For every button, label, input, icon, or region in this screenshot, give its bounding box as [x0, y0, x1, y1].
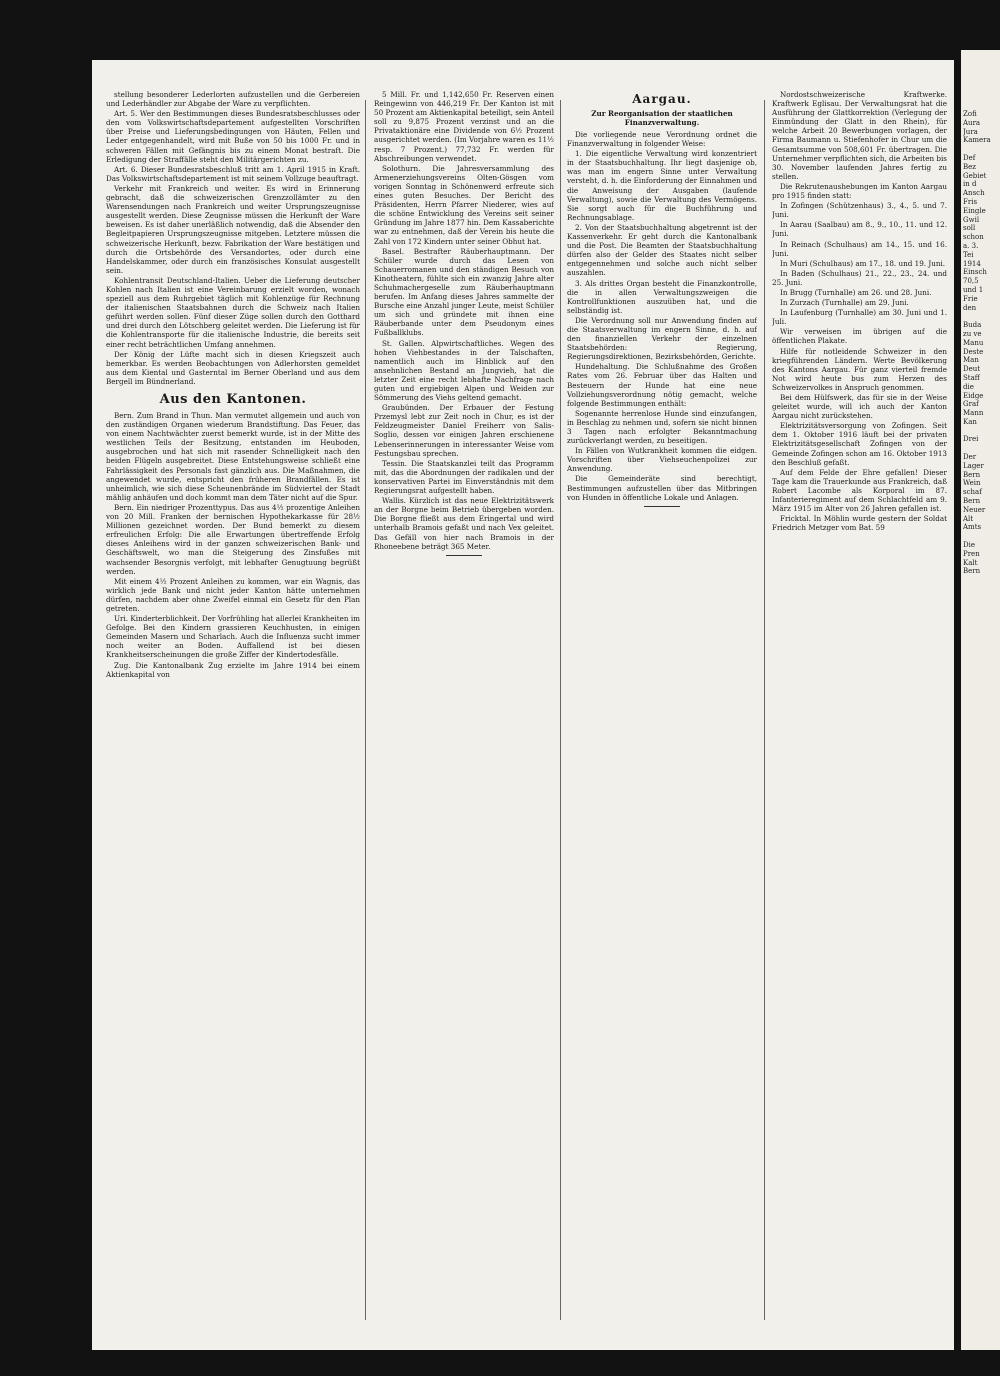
edge-line: 1914 [963, 259, 981, 268]
article-paragraph: Verkehr mit Frankreich und weiter. Es wird in Erinnerung gebracht, daß die schweizerischen Grenzzollämter zu den Warensendungen nach Frankreich und weiter Ursprungszeugnisse ausgestellt werden. Diese Zeugnisse müssen die Herkunft der Ware beweisen. Es ist daher unerläßlich notwendig, daß die Absender den Begleitpapieren Ursprungszeugnisse mitgeben. Letztere müssen die schweizerische Herkunft, bezw. Fabrikation der Ware bestätigen und durch die Ortsbehörde des Versandortes, oder durch eine Handelskammer, oder durch ein französisches Konsulat ausgestellt sein. [106, 183, 360, 275]
edge-line: schaf [963, 488, 982, 497]
edge-line: Zofi [963, 110, 977, 118]
article-paragraph: Uri. Kinderterblichkeit. Der Vorfrühling hat allerlei Krankheiten im Gefolge. Bei den Kindern grassieren Keuchhusten, in einigen Gemeinden Masern und Scharlach. Auch die Influenza sucht immer noch weiter an Boden. Auffallend ist bei diesen Krankheitserscheinungen die große Ziffer der Kindertodesfälle. [106, 614, 360, 660]
article-paragraph: In Aarau (Saalbau) am 8., 9., 10., 11. und 12. Juni. [772, 220, 947, 239]
article-paragraph: Art. 5. Wer den Bestimmungen dieses Bundesratsbeschlusses oder den vom Volkswirtschaftsdepartement aufgestellten Vorschriften über Preise und Lieferungsbedingungen von Häuten, Fellen und Leder entgegenhandelt, wird mit Buße von 50 bis 1000 Fr. und in schweren Fällen mit Gefängnis bis zu einem Monat bestraft. Die Erledigung der Straffälle steht den Militärgerichten zu. [106, 109, 360, 164]
edge-line: Aura [963, 118, 981, 127]
edge-line: Drei [963, 435, 979, 444]
article-paragraph: Elektrizitätsversorgung von Zofingen. Seit dem 1. Oktober 1916 läuft bei der privaten Elektrizitätsgesellschaft Zofingen von der Gemeinde Zofingen schon am 16. Oktober 1913 den Beschluß gefaßt. [772, 421, 947, 467]
edge-line: Man [963, 356, 979, 365]
edge-line: Bez [963, 162, 976, 171]
edge-line: Eidge [963, 391, 984, 400]
column-1 [106, 90, 360, 680]
article-subheading: Zur Reorganisation der staatlichen Finanzverwaltung. [591, 109, 733, 127]
edge-line: Def [963, 153, 976, 162]
article-paragraph: 1. Die eigentliche Verwaltung wird konzentriert in der Staatsbuchhaltung. Ihr liegt dasjenige ob, was man im engern Sinne unter Verwaltung versteht, d. h. die Einforderung der Einnahmen und die Anweisung der Ausgaben (laufende Verwaltung), sowie die Verwaltung des Vermögens. Sie sorgt auch für die Buchführung und Rechnungsablage. [567, 149, 757, 222]
article-paragraph: stellung besonderer Lederlorten aufzustellen und die Gerbereien und Lederhändler zur Abgabe der Ware zu verpflichten. [106, 90, 360, 109]
edge-line: Alt [963, 514, 974, 523]
edge-line: Gwil [963, 215, 980, 224]
article-paragraph: In Baden (Schulhaus) 21., 22., 23., 24. und 25. Juni. [772, 268, 947, 287]
article-paragraph: Basel. Bestrafter Räuberhauptmann. Der Schüler wurde durch das Lesen von Schauerromanen und den ständigen Besuch von Kinotheatern, fühlte sich ein zwanzig Jahre alter Schuhmachergeselle zum Räuberhauptmann berufen. Im Anfang dieses Jahres sammelte der Bursche eine Anzahl junger Leute, meist Schüler um sich und gründete mit ihnen eine Räuberbande unter dem Pseudonym eines Fußballklubs. [374, 246, 554, 338]
edge-line: Die [963, 541, 975, 550]
edge-line: Frie [963, 294, 978, 303]
article-paragraph: Wir verweisen im übrigen auf die öffentlichen Plakate. [772, 327, 947, 346]
edge-line [963, 532, 999, 541]
edge-line: Bern [963, 497, 981, 506]
section-heading: Aargau. [632, 92, 692, 106]
article-paragraph: Zug. Die Kantonalbank Zug erzielte im Jahre 1914 bei einem Aktienkapital von [106, 660, 360, 679]
edge-line: Gebiet [963, 171, 987, 180]
edge-line [963, 312, 999, 321]
article-paragraph: 5 Mill. Fr. und 1,142,650 Fr. Reserven einen Reingewinn von 446,219 Fr. Der Kanton ist mit 50 Prozent am Aktienkapital beteiligt, sein Anteil soll zu 9,875 Prozent verzinst und an die Privataktionäre eine Dividende von 6½ Prozent ausgerichtet werden. (Im Vorjahre waren es 11½ resp. 7 Prozent.) 77,732 Fr. werden für Abschreibungen verwendet. [374, 90, 554, 163]
edge-line: schon [963, 233, 984, 242]
column-3 [567, 90, 757, 511]
edge-line: Ansch [963, 189, 985, 198]
divider-rule [644, 506, 680, 507]
edge-line: Deut [963, 365, 981, 374]
article-paragraph: In Brugg (Turnhalle) am 26. und 28. Juni. [780, 287, 932, 297]
edge-line: a. 3. [963, 241, 979, 250]
article-paragraph: Art. 6. Dieser Bundesratsbeschluß tritt am 1. April 1915 in Kraft. Das Volkswirtschaftsdepartement ist mit seinem Vollzuge beauftragt. [106, 164, 360, 183]
edge-line: Staff [963, 373, 980, 382]
edge-line: Pren [963, 549, 980, 558]
article-paragraph: 3. Als drittes Organ besteht die Finanzkontrolle, die in allen Verwaltungszweigen die Kontrollfunktionen auszuüben hat, und die selbständig ist. [567, 278, 757, 315]
edge-line: Amts [963, 523, 982, 532]
edge-line: Bern [963, 470, 981, 479]
article-paragraph: Bei dem Hülfswerk, das für sie in der Weise geleitet wurde, will ich auch der Kanton Aargau nicht zurückstehen. [772, 393, 947, 421]
edge-line: Lager [963, 461, 984, 470]
article-paragraph: Wallis. Kürzlich ist das neue Elektrizitätswerk an der Borgne beim Betrieb übergeben worden. Die Borgne fließt aus dem Eringertal und wird unterhalb Bramois gefaßt und nach Vex geleitet. Das Gefäll von hier nach Bramois in der Rhoneebene beträgt 365 Meter. [374, 496, 554, 551]
edge-line: in d [963, 180, 977, 189]
article-paragraph: 2. Von der Staatsbuchhaltung abgetrennt ist der Kassenverkehr. Er geht durch die Kantonalbank und die Post. Die Beamten der Staatsbuchhaltung dürfen also der Gelder des Staates nicht selber entgegennehmen und solche auch nicht selber auszahlen. [567, 222, 757, 278]
edge-line: Tei [963, 250, 974, 259]
edge-line: Kalt [963, 558, 978, 567]
article-paragraph: Bern. Zum Brand in Thun. Man vermutet allgemein und auch von den zuständigen Organen wiederum Brandstiftung. Das Feuer, das von einem Nachtwächter zuerst bemerkt wurde, ist in der Mitte des westlichen Teils der Besitzung, entstanden im Heuboden, ausgebrochen und hat sich mit rasender Schnelligkeit nach den beiden Flügeln ausgebreitet. Diese Entstehungsweise schließt eine Fahrlässigkeit des Personals fast gänzlich aus. Die Maßnahmen, die angewendet wurde, entspricht den früheren Brandfällen. Es ist unheimlich, wie sich diese Scheunenbrände im Südviertel der Stadt mählig anhäufen und doch kommt man dem Täter nicht auf die Spur. [106, 411, 360, 502]
edge-line: Wein [963, 479, 981, 488]
article-paragraph: In Muri (Schulhaus) am 17., 18. und 19. Juni. [780, 258, 946, 268]
article-paragraph: Nordostschweizerische Kraftwerke. Kraftwerk Eglisau. Der Verwaltungsrat hat die Ausführung der Glattkorrektion (Verlegung der Einmündung der Glatt in den Rhein), für welche Arbeit 20 Bewerbungen vorlagen, der Firma Baumann u. Stiefenhofer in Chur um die Gesamtsumme von 508,601 Fr. übertragen. Die Unternehmer verpflichten sich, die Arbeiten bis 30. November laufenden Jahres fertig zu stellen. [772, 90, 947, 181]
edge-line: 70,5 [963, 277, 979, 286]
article-paragraph: Die vorliegende neue Verordnung ordnet die Finanzverwaltung in folgender Weise: [567, 130, 757, 149]
edge-line: Kan [963, 417, 977, 426]
article-paragraph: In Zurzach (Turnhalle) am 29. Juni. [780, 298, 909, 308]
edge-line [963, 145, 999, 154]
article-paragraph: Der König der Lüfte macht sich in diesen Kriegszeit auch bemerkbar. Es werden Beobachtungen von Adlerhorsten gemeldet aus dem Kiental und Gasterntal im Berner Oberland und aus dem Bergell im Bündnerland. [106, 349, 360, 386]
column-2 [374, 90, 554, 560]
edge-line: Buda [963, 321, 982, 330]
edge-line: Fris [963, 197, 978, 206]
divider-rule [446, 555, 482, 556]
article-paragraph: Die Verordnung soll nur Anwendung finden auf die Staatsverwaltung im engern Sinne, d. h. auf den finanziellen Verkehr der einzelnen Staatsbehörden: Regierung, Regierungsdirektionen, Bezirksbehörden, Gerichte. [567, 315, 757, 362]
column-divider [365, 100, 366, 1320]
article-paragraph: In Laufenburg (Turnhalle) am 30. Juni und 1. Juli. [772, 308, 947, 327]
edge-line [963, 444, 999, 453]
edge-line: zu ve [963, 329, 982, 338]
column-divider [560, 100, 561, 1320]
article-paragraph: Hundehaltung. Die Schlußnahme des Großen Rates vom 26. Februar über das Halten und Besteuern der Hunde hat eine neue Vollziehungsverordnung nötig gemacht, welche folgende Bestimmungen enthält: [567, 362, 757, 408]
article-paragraph: Hilfe für notleidende Schweizer in den kriegführenden Ländern. Werte Bevölkerung des Kantons Aargau. Für ganz vierteil fremde Not wird heute bus zum Herzen des Schweizervolkes in Anspruch genommen. [772, 346, 947, 392]
article-paragraph: Die Rekrutenaushebungen im Kanton Aargau pro 1915 finden statt: [772, 181, 947, 201]
article-paragraph: Auf dem Felde der Ehre gefallen! Dieser Tage kam die Trauerkunde aus Frankreich, daß Robert Lacombe als Korporal im 87. Infanterieregiment auf dem Schlachtfeld am 9. März 1915 im Alter von 26 Jahren gefallen ist. [772, 467, 947, 514]
article-paragraph: Bern. Ein niedriger Prozenttypus. Das aus 4½ prozentige Anleihen von 20 Mill. Franken der bernischen Hypothekarkasse für 28½ Millionen gezeichnet worden. Der Bund bemerkt zu diesem erfreulichen Erfolg: Die alle Erwartungen übertreffende Erfolg dieses Anleihens wird in der ganzen schweizerischen Bank- und Geschäftswelt, wo man die Steigerung des Zinsfußes mit wachsender Besorgnis verfolgt, mit lebhafter Genugtuung begrüßt werden. [106, 502, 360, 576]
edge-line: Jura [963, 127, 978, 136]
edge-line: und 1 [963, 285, 984, 294]
newspaper-page [92, 60, 954, 1350]
edge-line: die [963, 382, 974, 391]
article-paragraph: Graubünden. Der Erbauer der Festung Przemysl lebt zur Zeit noch in Chur, es ist der Feldzeugmeister Daniel Freiherr von Salis-Soglio, dessen vor einigen Jahren erschienene Lebenserinnerungen in interessanter Weise vom Festungsbau sprechen. [374, 403, 554, 458]
edge-line: Manu [963, 338, 984, 347]
article-paragraph: In Fällen von Wutkrankheit kommen die eidgen. Vorschriften über Viehseuchenpolizei zur Anwendung. [567, 446, 757, 474]
article-paragraph: Solothurn. Die Jahresversammlung des Armenerziehungsvereins Olten-Gösgen vom vorigen Sonntag in Schönenwerd erfreute sich eines guten Besuches. Der Bericht des Präsidenten, Herrn Pfarrer Niederer, wies auf die schöne Entwicklung des Vereins seit seiner Gründung im Jahre 1877 hin. Dem Kassaberichte war zu entnehmen, daß der Verein bis heute die Zahl von 172 Kindern unter seiner Obhut hat. [374, 163, 554, 246]
edge-line: Deste [963, 347, 984, 356]
article-paragraph: In Zofingen (Schützenhaus) 3., 4., 5. und 7. Juni. [772, 201, 947, 220]
column-divider [764, 100, 765, 1320]
edge-line: Der [963, 453, 977, 462]
section-heading: Aus den Kantonen. [159, 392, 307, 407]
article-paragraph: In Reinach (Schulhaus) am 14., 15. und 16. Juni. [772, 239, 947, 258]
column-4 [772, 90, 947, 533]
article-paragraph: Sogenannte herrenlose Hunde sind einzufangen, in Beschlag zu nehmen und, sofern sie nicht binnen 3 Tagen nach erfolgter Bekanntmachung zurückverlangt werden, zu beseitigen. [567, 408, 757, 446]
edge-line: Bern [963, 567, 981, 576]
article-paragraph: Die Gemeinderäte sind berechtigt, Bestimmungen aufzustellen über das Mitbringen von Hunden in öffentliche Lokale und Anlagen. [567, 474, 757, 502]
article-paragraph: Tessin. Die Staatskanzlei teilt das Programm mit, das die Abordnungen der radikalen und der konservativen Partei im Einverständnis mit dem Regierungsrat aufgestellt haben. [374, 458, 554, 496]
edge-line: den [963, 303, 977, 312]
edge-line [963, 427, 999, 436]
article-paragraph: Kohlentransit Deutschland-Italien. Ueber die Lieferung deutscher Kohlen nach Italien ist eine Vereinbarung erzielt worden, wonach speziell aus dem Ruhrgebiet täglich mit Kohlenzüge für Rechnung der italienischen Staatsbahnen durch die Schweiz nach Italien geführt werden sollen. Fünf dieser Züge sollen durch den Gotthard und drei durch den Lötschberg geleitet werden. Die Lieferung ist für die Kohlentransporte für die italienische Industrie, die bereits seit einer recht beträchtlichen Umfang annehmen. [106, 275, 360, 349]
article-paragraph: Mit einem 4½ Prozent Anleihen zu kommen, war ein Wagnis, das wirklich jede Bank und nicht jeder Kanton hätte unternehmen dürfen, nachdem aber ohne Zweifel einmal ein Gesetz für den Plan getreten. [106, 576, 360, 613]
article-paragraph: St. Gallen. Alpwirtschaftliches. Wegen des hohen Viehbestandes in der Talschaften, namentlich auch im Hinblick auf den ansehnlichen Bestand an Jungvieh, hat die letzter Zeit eine recht lebhafte Nachfrage nach guten und ergiebigen Alpen und Weiden zur Sömmerung des Viehs geltend gemacht. [374, 338, 554, 403]
edge-line: Einsch [963, 268, 987, 277]
edge-line: Graf [963, 400, 979, 409]
edge-line: Kamera [963, 136, 991, 145]
edge-line: Neuer [963, 505, 986, 514]
edge-line: soll [963, 224, 976, 233]
adjacent-page-edge [961, 50, 1000, 1350]
edge-line: Eingle [963, 206, 986, 215]
article-paragraph: Fricktal. In Möhlin wurde gestern der Soldat Friedrich Metzger vom Bat. 59 [772, 514, 947, 533]
edge-line: Mann [963, 409, 984, 418]
edge-column-text [963, 110, 999, 576]
